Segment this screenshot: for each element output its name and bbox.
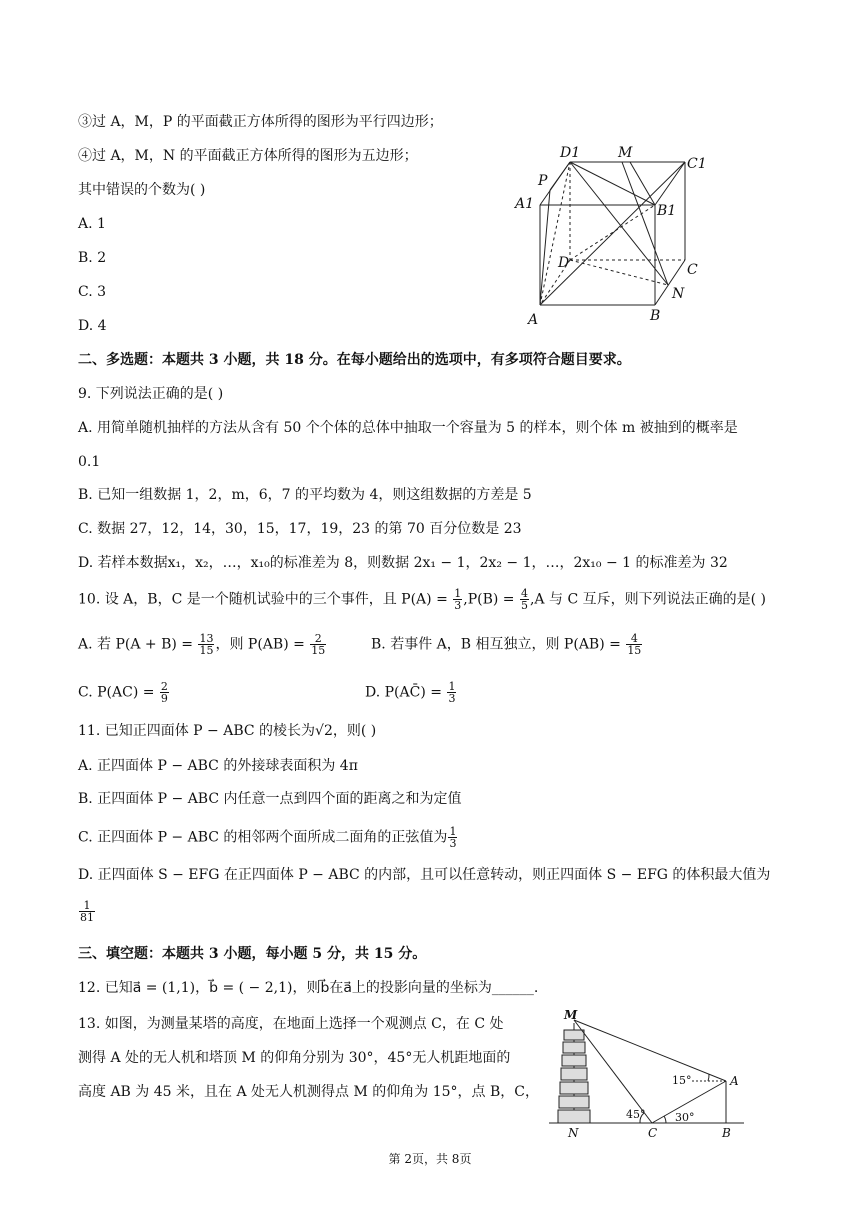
q10-a-mid: ，则 P(AB) = xyxy=(215,636,310,653)
q11-option-d-line1: D. 正四面体 S − EFG 在正四面体 P − ABC 的内部，且可以任意转动，则正四面体 S − EFG 的体积最大值为 xyxy=(78,867,771,883)
section3-heading: 三、填空题：本题共 3 小题，每小题 5 分，共 15 分。 xyxy=(78,946,427,962)
q10-option-d xyxy=(365,681,457,704)
tower-figure xyxy=(544,1008,754,1140)
q11-d-fraction xyxy=(79,900,95,923)
tower-angle-15: 15° xyxy=(672,1074,692,1087)
q10-d-num: 1 xyxy=(448,680,456,693)
q11-option-a: A. 正四面体 P − ABC 的外接球表面积为 4π xyxy=(78,758,358,774)
q11-d-num: 1 xyxy=(79,900,95,912)
cube-label-m: M xyxy=(618,145,633,161)
q11-c-den: 3 xyxy=(449,837,457,850)
q9-stem: 9. 下列说法正确的是( ) xyxy=(78,386,224,402)
q10-d-den: 3 xyxy=(448,692,456,705)
q10-b-fraction xyxy=(626,633,642,656)
tower-label-n: N xyxy=(568,1126,579,1140)
q10-a-num2: 2 xyxy=(310,633,326,645)
q10-option-b xyxy=(371,633,643,656)
q10-pb-fraction xyxy=(520,588,529,611)
cube-label-c1: C1 xyxy=(687,156,707,172)
q8-option-a: A. 1 xyxy=(78,216,106,232)
cube-label-p: P xyxy=(538,173,548,189)
q10-d-text: D. P(AC̄) = xyxy=(365,684,447,701)
tower-label-b: B xyxy=(722,1126,731,1140)
q8-option-c: C. 3 xyxy=(78,284,107,300)
q10-stem-part2: ,P(B) = xyxy=(463,591,519,608)
q10-a-text: A. 若 P(A + B) = xyxy=(78,636,198,653)
q10-option-a xyxy=(78,633,327,656)
q10-pa-den: 3 xyxy=(454,599,462,612)
tower-angle-30: 30° xyxy=(675,1111,695,1124)
q8-option-d: D. 4 xyxy=(78,318,107,334)
q11-option-c xyxy=(78,826,458,849)
q10-a-den2: 15 xyxy=(311,644,326,657)
q10-b-den: 15 xyxy=(627,644,642,657)
q8-option-b: B. 2 xyxy=(78,250,107,266)
cube-label-a1: A1 xyxy=(515,196,535,212)
q10-c-text: C. P(AC) = xyxy=(78,684,159,701)
q10-b-num: 4 xyxy=(626,633,642,645)
tower-label-m: M xyxy=(564,1008,578,1022)
q10-stem-part3: ,A 与 C 互斥，则下列说法正确的是( ) xyxy=(529,591,766,608)
q12-text: 12. 已知a⃗ = (1,1)，b⃗ = ( − 2,1)，则b⃗在a⃗上的投影向量的坐标为______. xyxy=(78,980,539,996)
cube-label-d1: D1 xyxy=(560,145,581,161)
q10-c-den: 9 xyxy=(160,692,168,705)
page-footer: 第 2页，共 8页 xyxy=(388,1152,472,1166)
q13-line1: 13. 如图，为测量某塔的高度，在地面上选择一个观测点 C，在 C 处 xyxy=(78,1016,504,1032)
q9-option-b: B. 已知一组数据 1，2，m，6，7 的平均数为 4，则这组数据的方差是 5 xyxy=(78,487,532,503)
cube-figure xyxy=(510,140,720,330)
q10-stem-part1: 10. 设 A，B，C 是一个随机试验中的三个事件，且 P(A) = xyxy=(78,591,453,608)
q9-option-a-line1: A. 用简单随机抽样的方法从含有 50 个个体的总体中抽取一个容量为 5 的样本，则个体 m 被抽到的概率是 xyxy=(78,420,738,436)
q9-option-a-line2: 0.1 xyxy=(78,454,101,470)
q10-pa-fraction xyxy=(453,588,462,611)
q11-stem: 11. 已知正四面体 P − ABC 的棱长为√2，则( ) xyxy=(78,723,377,739)
cube-label-b1: B1 xyxy=(657,203,677,219)
q10-b-text: B. 若事件 A，B 相互独立，则 P(AB) = xyxy=(371,636,626,653)
q10-pb-den: 5 xyxy=(520,599,528,612)
q10-a-fraction2 xyxy=(310,633,326,656)
q11-c-fraction xyxy=(448,826,457,849)
cube-label-d: D xyxy=(558,255,570,271)
q11-option-b: B. 正四面体 P − ABC 内任意一点到四个面的距离之和为定值 xyxy=(78,791,462,807)
q10-pa-num: 1 xyxy=(454,587,462,600)
q10-a-num1: 13 xyxy=(199,632,214,645)
q10-option-c xyxy=(78,681,170,704)
q11-option-d-line2 xyxy=(78,900,96,923)
q9-option-d: D. 若样本数据x₁，x₂，…，x₁₀的标准差为 8，则数据 2x₁ − 1，2x₂ − 1，…，2x₁₀ − 1 的标准差为 32 xyxy=(78,555,728,571)
q10-d-fraction xyxy=(447,681,456,704)
q10-a-fraction1 xyxy=(198,633,214,656)
tower-label-c: C xyxy=(648,1126,658,1140)
cube-label-b: B xyxy=(650,308,661,324)
q10-a-den1: 15 xyxy=(199,644,214,657)
q8-item4: ④过 A，M，N 的平面截正方体所得的图形为五边形； xyxy=(78,148,418,164)
q8-stem-end: 其中错误的个数为( ) xyxy=(78,182,206,198)
cube-label-c: C xyxy=(687,262,698,278)
tower-angle-45: 45° xyxy=(626,1108,646,1121)
q11-d-den: 81 xyxy=(80,911,94,924)
cube-label-n: N xyxy=(672,286,685,302)
q10-stem xyxy=(78,588,766,611)
cube-label-a: A xyxy=(528,312,539,328)
q10-pb-num: 4 xyxy=(520,587,528,600)
q8-item3: ③过 A，M，P 的平面截正方体所得的图形为平行四边形； xyxy=(78,114,443,130)
q10-c-num: 2 xyxy=(160,680,168,693)
q11-c-text: C. 正四面体 P − ABC 的相邻两个面所成二面角的正弦值为 xyxy=(78,829,448,846)
tower-label-a: A xyxy=(730,1074,739,1088)
q13-line3: 高度 AB 为 45 米，且在 A 处无人机测得点 M 的仰角为 15°，点 B，C， xyxy=(78,1084,539,1100)
q10-c-fraction xyxy=(160,681,169,704)
q9-option-c: C. 数据 27，12，14，30，15，17，19，23 的第 70 百分位数是 23 xyxy=(78,521,522,537)
q11-c-num: 1 xyxy=(449,825,457,838)
section2-heading: 二、多选题：本题共 3 小题，共 18 分。在每小题给出的选项中，有多项符合题目要求。 xyxy=(78,352,631,368)
q13-line2: 测得 A 处的无人机和塔顶 M 的仰角分别为 30°，45°无人机距地面的 xyxy=(78,1050,511,1066)
